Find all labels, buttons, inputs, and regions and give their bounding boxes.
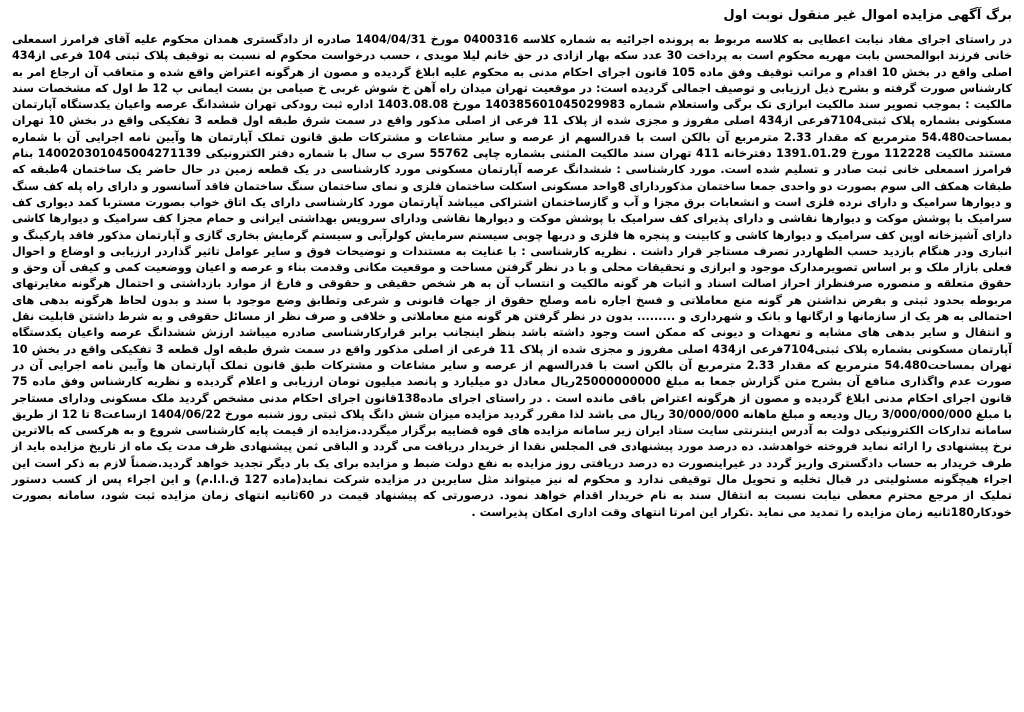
notice-body: در راستای اجرای مفاد نیابت اعطایی به کلاسه مربوط به پرونده اجرائیه به شماره کلاسه 0400316 مورخ 1404/04/31 صادره از دادگستری همدان محکوم علیه آقای فرامرز اسمعلی خانی فرزند ابوالمحسن بابت مهریه محکوم است به پرداخت 30 عدد سکه بهار ازادی در حق خانم لیلا مویدی ، حسب درخواست محکوم له نسبت به توقیف پلاک ثبتی 104 فرعی از434 اصلی واقع در بخش 10 اقدام و مراتب توقیف وفق ماده 105 قانون اجرای احکام مدنی به محکوم علیه ابلاغ گردیده و مصون از هرگونه اعتراض واقع شده و متعاقب آن ارجاع امر به کارشناس صورت گرفته و بشرح ذیل ارزیابی و توصیف اجمالی گردیده است: در موقعیت تهران میدان راه آهن خ شوش غربی خ صیامی بن بست ایمانی پ 12 ط اول که مشخصات سند مالکیت : بموجب تصویر سند مالکیت ابرازی تک برگی واستعلام شماره 140385601045029983 مورخ 1403.08.08 اداره ثبت رودکی تهران ششدانگ عرصه واعیان یکدستگاه آپارتمان مسکونی بشماره پلاک ثبتی7104فرعی از434 اصلی مفروز و مجزی شده از پلاک 11 فرعی از اصلی مذکور واقع در سمت شرق طبقه اول قطعه 3 تفکیکی واقع در بخش 10 تهران بمساحت54.480 مترمربع که مقدار 2.33 مترمربع آن بالکن است با قدرالسهم از عرصه و سایر مشاعات و مشترکات طبق قانون تملک آپارتمان ها وآیین نامه اجرایی آن با شماره مستند مالکیت 112228 مورخ 1391.01.29 دفترخانه 411 تهران سند مالکیت المثنی بشماره چاپی 55762 سری ب سال با شماره دفتر الکترونیکی 140020301045004271139 بنام فرامرز اسمعلی خانی ثبت صادر و تسلیم شده است. مورد کارشناسی : ششدانگ عرصه آپارتمان مسکونی مورد کارشناسی در یک قطعه زمین در حال حاضر یک ساختمان 4طبقه که طبقات همکف الی سوم بصورت دو واحدی جمعا ساختمان مذکوردارای 8واحد مسکونی اسکلت ساختمان فلزی و نمای ساختمان سنگ ساختمان فاقد آسانسور و دارای راه پله کف سنگ و دیوارها سرامیک و دارای نرده فلزی است و انشعابات برق مجزا و آب و گازساختمان اشتراکی میباشد آپارتمان مورد کارشناسی دارای یک اتاق خواب بصورت مستربا کمد دیواری کف سرامیک با پوشش موکت و دیوارها نقاشی و دارای پذیرای کف سرامیک با پوشش موکت و دیوارها نقاشی ودارای سرویس بهداشتی ایرانی و حمام مجزا کف سرامیک و دیوارها کاشی دارای آشپزخانه اوپن کف سرامیک و دیوارها کاشی و کابینت و پنجره ها فلزی و دربها چوبی سیستم سرمایش کولرآبی و سیستم گرمایش بخاری گازی و آپارتمان مذکور فاقد پارکینگ و انباری ودر هنگام بازدید حسب الظهاردر تصرف مستاجر قرار داشت . نظریه کارشناسی : با عنایت به مستندات و توضیحات فوق و سایر عوامل تاثیر گذاردر ارزیابی و اوضاع و احوال فعلی بازار ملک و بر اساس تصویرمدارک موجود و ابرازی و تحقیقات محلی و با در نظر گرفتن مساحت و موقعیت مکانی وقدمت بناء و عرصه و اعیان ووضعیت کمی و کیفی آن وحق و حقوق متعلقه و منصوره صرفنظراز احراز اصالت اسناد و اثبات هر گونه مالکیت و انتساب آن به هر شخص حقیقی و حقوقی و فارغ از موارد بازداشتی و احتمال هرگونه مغایرتهای مربوطه بحدود ثبتی و بفرض نداشتن هر گونه منع معاملاتی و فسخ اجاره نامه وصلح حقوق از جهات قانونی و شرعی وتطابق وضع موجود با سند و بدون لحاظ هرگونه بدهی های احتمالی به هر یک از سازمانها و ارگانها و بانک و شهرداری و ......... بدون در نظر گرفتن هر گونه منع معاملاتی و خلافی و صرف نظر از مسائل حقوقی و به شرط داشتن قابلیت نقل و انتقال و سایر بدهی های مشابه و تعهدات و دیونی که ممکن است وجود داشته باشد بنظر اینجانب برابر قرارکارشناسی صادره میباشد ارزش ششدانگ عرصه واعیان یکدستگاه آپارتمان مسکونی بشماره پلاک ثبتی7104فرعی از434 اصلی مفروز و مجزی شده از پلاک 11 فرعی از اصلی مذکور واقع در سمت شرق طبقه اول قطعه 3 تفکیکی واقع در بخش 10 تهران بمساحت54.480 مترمربع که مقدار 2.33 مترمربع آن بالکن است با قدرالسهم از عرصه و سایر مشاعات و مشترکات طبق قانون تملک آپارتمان ها وآیین نامه اجرایی آن در صورت عدم واگذاری منافع آن بشرح متن گزارش جمعا به مبلغ 25000000000ریال معادل دو میلیارد و پانصد میلیون تومان ارزیابی و اعلام گردیده و نظریه کارشناس وفق ماده 75 قانون اجرای احکام مدنی ابلاغ گردیده و مصون از هرگونه اعتراض باقی مانده است . در راستای اجرای ماده138قانون اجرای احکام مدنی مشخص گردید ملک مسکونی ودارای مستاجر با مبلغ 3/000/000/000 ریال ودیعه و مبلغ ماهانه 30/000/000 ریال می باشد لذا مقرر گردید مزایده میزان شش دانگ پلاک ثبتی روز شنبه مورخ 1404/06/22 ازساعت8 تا 12 از طریق سامانه تدارکات الکترونیکی دولت به آدرس اینترنتی سایت ستاد ایران زیر سامانه مزایده های قوه قضاییه برگزار میگردد.مزایده از قیمت پایه کارشناسی شروع و به هرکسی که بالاترین نرخ پیشنهادی را ارائه نماید فروخته خواهدشد. ده درصد مورد پیشنهادی فی المجلس نقدا از خریدار دریافت می گردد و الباقی ثمن پیشنهادی ظرف مدت یک ماه از تاریخ مزایده باید از طرف خریدار به حساب دادگستری واریز گردد در غیراینصورت ده درصد دریافتی روز مزایده به نفع دولت ضبط و مزایده برای یک بار دیگر تجدید خواهد گردید.ضمناً لازم به ذکر است این اجراء هیچگونه مسئولیتی در قبال تخلیه و تحویل مال توقیفی ندارد و محکوم له نیز میتواند مثل سایرین در مزایده شرکت نماید(ماده 127 ق.ا.ا.م) و این اجراء پس از کسب دستور تملیک از مرجع محترم معطی نیابت نسبت به انتقال سند به نام خریدار اقدام خواهد نمود. درصورتی که پیشنهاد قیمت در 60ثانیه انتهای زمان مزایده ثبت شود، سامانه بصورت خودکار180ثانیه زمان مزایده را تمدید می نماید .تکرار این امرتا انتهای وقت اداری امکان پذیراست .	[12, 33, 1013, 519]
notice-title: برگ آگهی مزایده اموال غیر منقول نوبت اول	[723, 8, 1012, 23]
